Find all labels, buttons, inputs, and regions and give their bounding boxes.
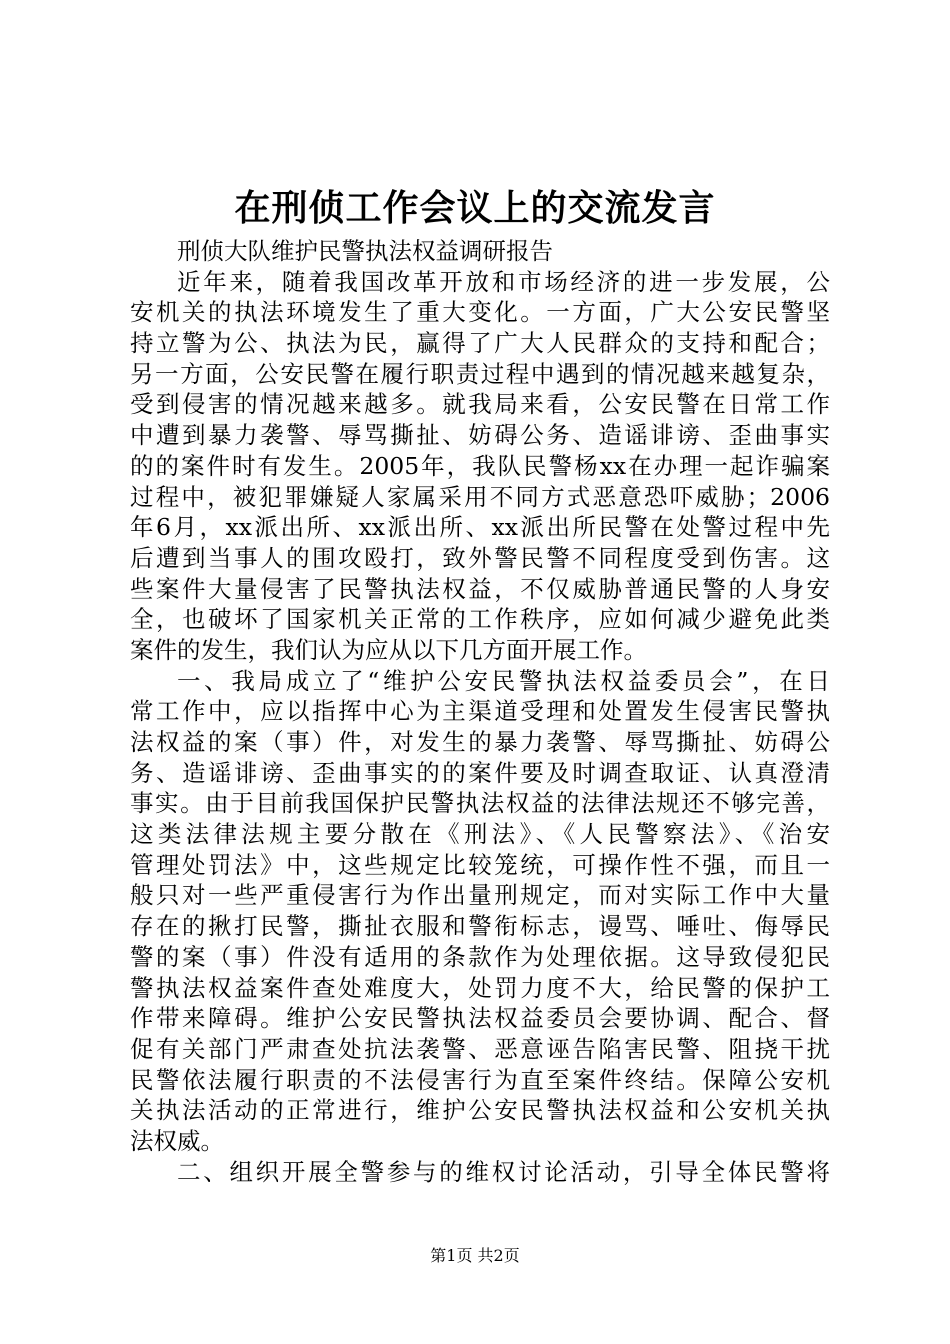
document-title: 在刑侦工作会议上的交流发言 (234, 187, 716, 229)
body-line: 存在的揪打民警，撕扯衣服和警衔标志，谩骂、唾吐、侮辱民 (130, 912, 830, 941)
body-line: 务、造谣诽谤、歪曲事实的的案件要及时调查取证、认真澄清 (130, 758, 830, 787)
body-line: 近年来，随着我国改革开放和市场经济的进一步发展，公 (177, 267, 830, 296)
body-line: 法权益的案（事）件，对发生的暴力袭警、辱骂撕扯、妨碍公 (130, 728, 830, 756)
document-body (130, 236, 830, 1187)
body-line: 后遭到当事人的围攻殴打，致外警民警不同程度受到伤害。这 (130, 543, 830, 572)
body-line: 过程中，被犯罪嫌疑人家属采用不同方式恶意恐吓威胁；2006 (130, 482, 830, 511)
body-line: 另一方面，公安民警在履行职责过程中遇到的情况越来越复杂， (130, 359, 830, 388)
body-line: 管理处罚法》中，这些规定比较笼统，可操作性不强，而且一 (130, 850, 830, 879)
body-line: 警的案（事）件没有适用的条款作为处理依据。这导致侵犯民 (130, 942, 830, 971)
page-footer: 第1页 共2页 (430, 1246, 520, 1265)
body-line: 关执法活动的正常进行，维护公安民警执法权益和公安机关执 (130, 1096, 830, 1125)
body-line: 中遭到暴力袭警、辱骂撕扯、妨碍公务、造谣诽谤、歪曲事实 (130, 421, 830, 450)
body-line: 全，也破坏了国家机关正常的工作秩序，应如何减少避免此类 (130, 605, 830, 634)
body-line: 一、我局成立了“维护公安民警执法权益委员会”，在日 (177, 666, 830, 695)
body-line: 的的案件时有发生。2005年，我队民警杨xx在办理一起诈骗案 (130, 451, 830, 480)
body-line: 作带来障碍。维护公安民警执法权益委员会要协调、配合、督 (130, 1004, 830, 1033)
body-line: 年6月，xx派出所、xx派出所、xx派出所民警在处警过程中先 (130, 513, 830, 542)
body-line: 安机关的执法环境发生了重大变化。一方面，广大公安民警坚 (130, 298, 830, 327)
body-line: 受到侵害的情况越来越多。就我局来看，公安民警在日常工作 (130, 390, 830, 419)
body-line: 般只对一些严重侵害行为作出量刑规定，而对实际工作中大量 (130, 881, 830, 910)
body-line: 促有关部门严肃查处抗法袭警、恶意诬告陷害民警、阻挠干扰 (130, 1034, 830, 1063)
body-line: 刑侦大队维护民警执法权益调研报告 (177, 237, 553, 265)
body-line: 这类法律法规主要分散在《刑法》、《人民警察法》、《治安 (130, 820, 830, 849)
body-line: 法权威。 (130, 1126, 224, 1155)
body-line: 事实。由于目前我国保护民警执法权益的法律法规还不够完善， (130, 789, 830, 818)
body-line: 二、组织开展全警参与的维权讨论活动，引导全体民警将 (177, 1157, 830, 1186)
body-line: 持立警为公、执法为民，赢得了广大人民群众的支持和配合； (130, 329, 830, 358)
body-line: 些案件大量侵害了民警执法权益，不仅威胁普通民警的人身安 (130, 574, 830, 603)
body-line: 常工作中，应以指挥中心为主渠道受理和处置发生侵害民警执 (130, 697, 830, 726)
body-line: 警执法权益案件查处难度大，处罚力度不大，给民警的保护工 (130, 973, 830, 1002)
body-line: 民警依法履行职责的不法侵害行为直至案件终结。保障公安机 (130, 1065, 830, 1094)
body-line: 案件的发生，我们认为应从以下几方面开展工作。 (130, 635, 647, 664)
